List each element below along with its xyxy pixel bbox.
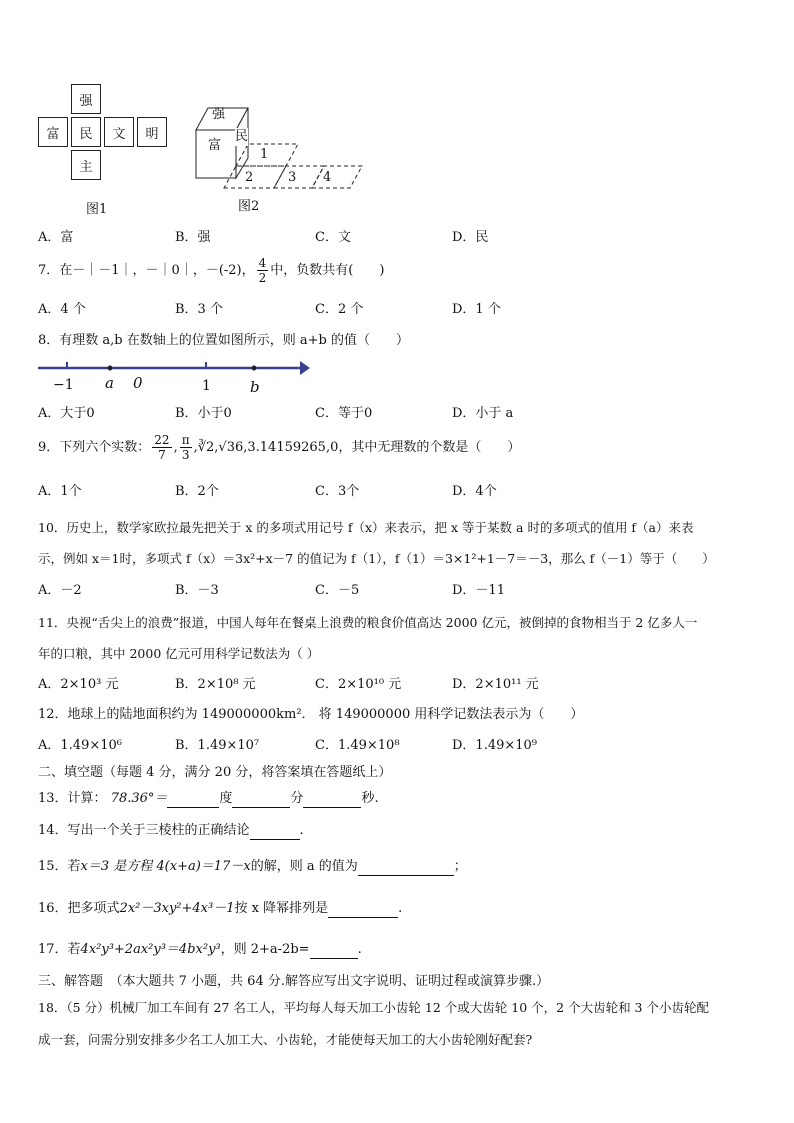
net-cell-center: 民 [71, 117, 101, 147]
q11-option-a: A．2×10³ 元 [38, 677, 119, 692]
q7-fraction: $\frac{4}{2}$ [258, 256, 267, 285]
q7-option-a: A．4 个 [38, 302, 86, 317]
q9-stem-pre: 9．下列六个实数： [38, 440, 151, 455]
q13 [38, 790, 379, 808]
q7-option-b: B．3 个 [175, 302, 223, 317]
q8-option-d: D．小于 a [452, 406, 514, 421]
q15-expr: x＝3 是方程 4(x+a)＝17－x [80, 859, 251, 874]
q7-stem-pre: 7．在－｜－1｜，－｜0｜，－(-2)， [38, 263, 255, 278]
q6-option-a: A．富 [38, 230, 74, 245]
q12-option-a: A．1.49×10⁶ [38, 738, 122, 753]
q10-option-c: C．－5 [315, 583, 360, 598]
figure-1 [38, 84, 173, 218]
q9-stem-post: ，其中无理数的个数是（ ） [338, 440, 521, 455]
axis-label-b: b [250, 378, 260, 396]
q6-option-b: B．强 [175, 230, 211, 245]
q13-expr: 78.36°＝ [110, 791, 168, 806]
q7-stem-post: 中，负数共有( ) [270, 263, 385, 278]
q15-end: ； [453, 859, 467, 874]
q8-stem: 8．有理数 a,b 在数轴上的位置如图所示，则 a+b 的值（ ） [38, 333, 409, 348]
section-3-heading: 三、解答题 （本大题共 7 小题，共 64 分.解答应写出文字说明、证明过程或演算步骤.） [38, 974, 550, 989]
q11-option-c: C．2×10¹⁰ 元 [315, 677, 402, 692]
number-line [38, 358, 313, 394]
q12-stem: 12．地球上的陆地面积约为 149000000km²． 将 149000000 用科学记数法表示为（ ） [38, 707, 584, 722]
q17 [38, 941, 362, 959]
q16-blank[interactable] [328, 903, 398, 918]
axis-label-a: a [105, 374, 114, 392]
figure-2 [190, 100, 380, 220]
q9-rest: ∛2,√36,3.14159265,0 [197, 440, 339, 455]
q11-option-d: D．2×10¹¹ 元 [452, 677, 539, 692]
q17-end: . [357, 942, 362, 957]
q14-blank[interactable] [250, 825, 300, 840]
axis-label-0: 0 [133, 374, 143, 392]
axis-label-1: 1 [202, 378, 211, 394]
section-2-heading: 二、填空题（每题 4 分，满分 20 分，将答案填在答题纸上） [38, 765, 392, 780]
q8-option-a: A．大于0 [38, 406, 95, 421]
square-label-3: 3 [288, 170, 297, 185]
q14-text: 14．写出一个关于三棱柱的正确结论 [38, 823, 250, 838]
cube-face-front: 富 [208, 138, 222, 153]
q12-option-c: C．1.49×10⁸ [315, 738, 400, 753]
q8-option-c: C．等于0 [315, 406, 373, 421]
q15-post: 的解，则 a 的值为 [250, 859, 358, 874]
q7-option-c: C．2 个 [315, 302, 364, 317]
figure-2-caption: 图2 [238, 199, 260, 214]
q16-pre: 16．把多项式 [38, 901, 120, 916]
net-cell-right2: 明 [137, 117, 167, 147]
q7-option-d: D．1 个 [452, 302, 501, 317]
q9-option-d: D．4个 [452, 484, 497, 499]
q16-post: 按 x 降幂排列是 [234, 901, 329, 916]
q18-line2: 成一套，问需分别安排多少名工人加工大、小齿轮，才能使每天加工的大小齿轮刚好配套? [38, 1032, 533, 1047]
q9-option-c: C．3个 [315, 484, 360, 499]
q12-option-b: B．1.49×10⁷ [175, 738, 260, 753]
q17-expr: 4x²y³+2ax²y³＝4bx²y³ [80, 942, 221, 957]
net-cell-top: 强 [71, 84, 101, 114]
q10-line2: 示，例如 x＝1时，多项式 f（x）＝3x²+x－7 的值记为 f（1），f（1）＝3×1²+1－7＝－3，那么 f（－1）等于（ ） [38, 551, 715, 566]
q6-option-d: D．民 [452, 230, 489, 245]
q17-post: ，则 2+a-2b= [220, 942, 310, 957]
q16 [38, 900, 402, 918]
q16-expr: 2x²－3xy²+4x³－1 [119, 901, 235, 916]
square-label-2: 2 [245, 170, 254, 185]
q10-option-d: D．－11 [452, 583, 505, 598]
q9-fraction-22-7: $\frac{22}{7}$ [154, 433, 170, 462]
axis-label-neg1: −1 [53, 377, 74, 393]
q13-blank-min[interactable] [232, 793, 290, 808]
square-label-1: 1 [260, 147, 269, 162]
q9-stem: 9．下列六个实数： $\frac{22}{7}$ , $\frac{\pi}{3}$ ,∛2,√36,3.14159265,0，其中无理数的个数是（ ） [38, 433, 521, 462]
q12-option-d: D．1.49×10⁹ [452, 738, 538, 753]
q14 [38, 822, 304, 840]
q9-fraction-pi-3: $\frac{\pi}{3}$ [181, 433, 190, 462]
q10-line1: 10．历史上，数学家欧拉最先把关于 x 的多项式用记号 f（x）来表示，把 x 等于某数 a 时的多项式的值用 f（a）来表 [38, 520, 694, 535]
q11-line2: 年的口粮，其中 2000 亿元可用科学记数法为（ ） [38, 646, 320, 661]
q15-blank[interactable] [358, 861, 454, 876]
q17-blank[interactable] [310, 944, 358, 959]
net-cell-left: 富 [38, 117, 68, 147]
q13-unit-sec: 秒. [361, 791, 379, 806]
q7-stem [38, 256, 384, 285]
q13-unit-deg: 度 [219, 791, 233, 806]
q9-option-b: B．2个 [175, 484, 219, 499]
q13-blank-deg[interactable] [167, 793, 219, 808]
square-label-4: 4 [323, 170, 332, 185]
q13-unit-min: 分 [290, 791, 304, 806]
q15 [38, 858, 467, 876]
q10-option-b: B．－3 [175, 583, 219, 598]
net-cell-right1: 文 [104, 117, 134, 147]
q17-pre: 17．若 [38, 942, 81, 957]
q18-line1: 18．（5 分）机械厂加工车间有 27 名工人，平均每人每天加工小齿轮 12 个或大齿轮 10 个，2 个大齿轮和 3 个小齿轮配 [38, 1000, 709, 1015]
net-cell-bottom: 主 [71, 150, 101, 180]
q9-option-a: A．1个 [38, 484, 82, 499]
q13-blank-sec[interactable] [303, 793, 361, 808]
q6-option-c: C．文 [315, 230, 351, 245]
q8-option-b: B．小于0 [175, 406, 232, 421]
cube-face-top: 强 [212, 107, 226, 122]
q15-pre: 15．若 [38, 859, 81, 874]
q13-pre: 13．计算： [38, 791, 107, 806]
q11-option-b: B．2×10⁸ 元 [175, 677, 256, 692]
q16-end: . [398, 901, 403, 916]
q14-end: . [299, 823, 304, 838]
figure-1-caption: 图1 [86, 202, 108, 217]
q10-option-a: A．－2 [38, 583, 82, 598]
cube-face-side: 民 [235, 129, 249, 144]
q11-line1: 11．央视“舌尖上的浪费”报道，中国人每年在餐桌上浪费的粮食价值高达 2000 亿元，被倒掉的食物相当于 2 亿多人一 [38, 615, 698, 630]
